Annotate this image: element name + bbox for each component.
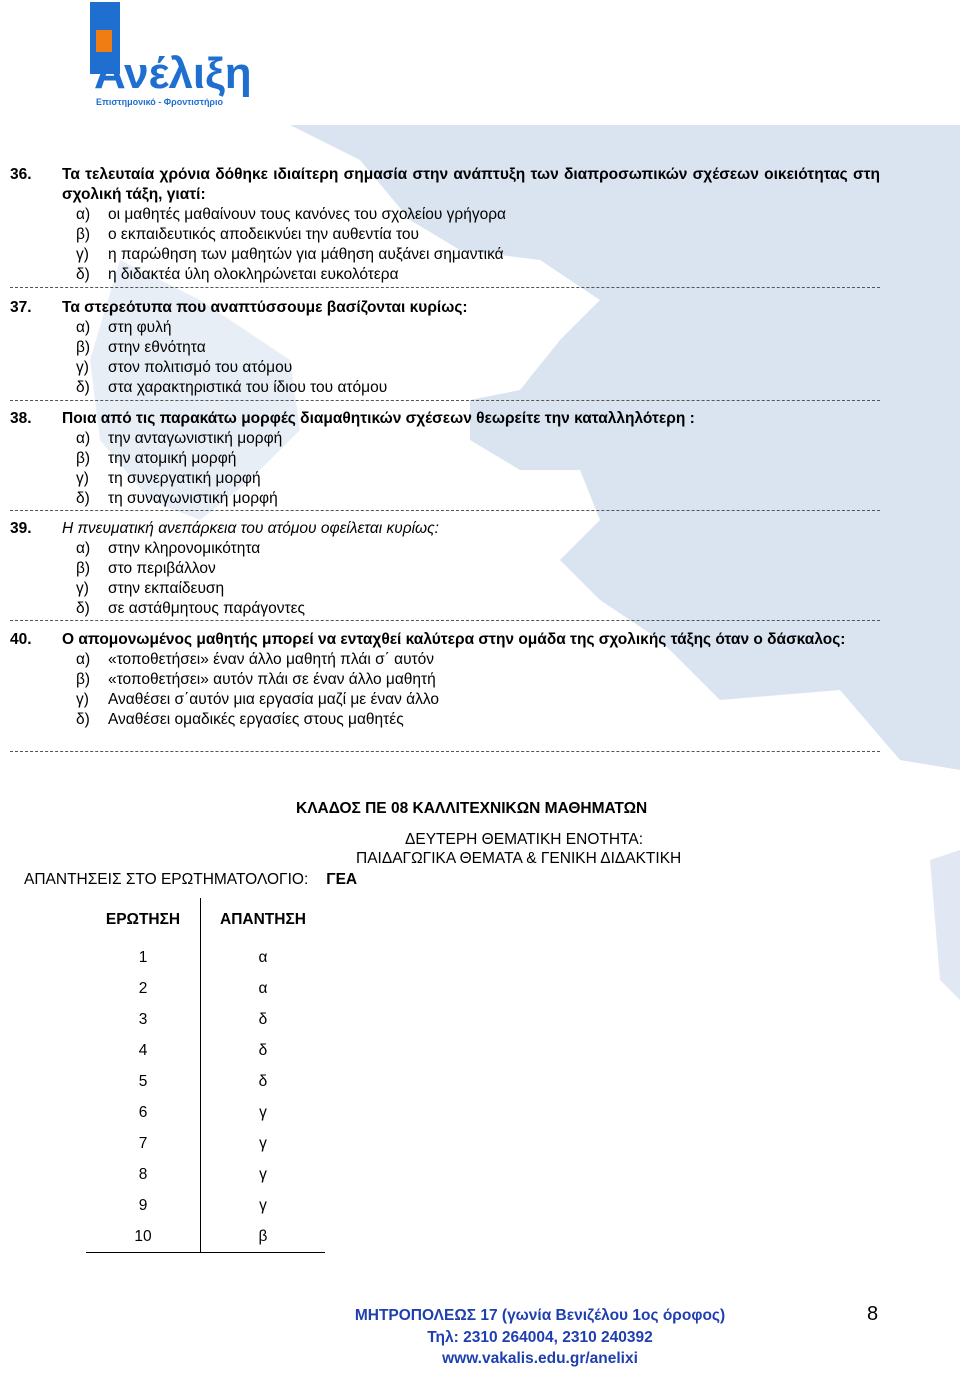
footer-address: ΜΗΤΡΟΠΟΛΕΩΣ 17 (γωνία Βενιζέλου 1ος όροφος) (354, 1307, 726, 1324)
answer-cell: α (258, 948, 268, 966)
answers-table (86, 898, 325, 1253)
option-letter: α) (76, 319, 91, 336)
option-letter: γ) (76, 580, 89, 597)
option-letter: δ) (76, 711, 90, 728)
option-letter: β) (76, 671, 91, 688)
option-letter: β) (76, 450, 91, 467)
table-row (86, 1066, 325, 1097)
answer-cell: β (201, 1221, 326, 1253)
logo-text: Ανέλιξη (94, 49, 252, 98)
question-number: 36. (10, 166, 32, 183)
answer-cell: δ (258, 1010, 268, 1028)
option-text: σε αστάθμητους παράγοντες (108, 600, 305, 617)
option-text: στον πολιτισμό του ατόμου (108, 359, 293, 376)
option-letter: α) (76, 651, 91, 668)
footer-phone: Τηλ: 2310 264004, 2310 240392 (427, 1329, 653, 1346)
option-letter: α) (76, 206, 91, 223)
question-cell: 1 (86, 942, 201, 973)
answer-cell: δ (258, 1072, 268, 1090)
question-cell: 9 (86, 1190, 201, 1221)
option-letter: γ) (76, 246, 89, 263)
option-letter: γ) (76, 470, 89, 487)
table-row (86, 973, 325, 1004)
answers-label (24, 871, 357, 889)
question-38 (10, 409, 880, 509)
option-text: την ανταγωνιστική μορφή (108, 430, 283, 447)
divider (10, 400, 880, 401)
answers-label-code: ΓΕΑ (326, 871, 358, 888)
divider (10, 620, 880, 621)
option-text: στη φυλή (108, 319, 172, 336)
answer-cell: γ (259, 1103, 267, 1121)
column-header-question: ΕΡΩΤΗΣΗ (86, 898, 201, 942)
section-heading-line2: ΠΑΙΔΑΓΩΓΙΚΑ ΘΕΜΑΤΑ & ΓΕΝΙΚΗ ΔΙΔΑΚΤΙΚΗ (356, 850, 682, 867)
question-40 (10, 630, 880, 730)
answer-cell: γ (259, 1196, 267, 1214)
question-37 (10, 298, 880, 398)
question-number: 37. (10, 299, 32, 316)
divider (10, 287, 880, 288)
table-row (86, 1004, 325, 1035)
table-row (86, 1190, 325, 1221)
logo-subtitle: Επιστημονικό - Φροντιστήριο (96, 97, 224, 107)
question-cell: 5 (86, 1066, 201, 1097)
option-letter: γ) (76, 691, 89, 708)
option-text: οι μαθητές μαθαίνουν τους κανόνες του σχολείου γρήγορα (108, 206, 506, 223)
page-number: 8 (867, 1303, 879, 1325)
question-number: 40. (10, 631, 32, 648)
option-text: Αναθέσει σ΄αυτόν μια εργασία μαζί με έναν άλλο (108, 691, 439, 708)
answer-cell: α (258, 979, 268, 997)
option-text: «τοποθετήσει» έναν άλλο μαθητή πλάι σ΄ αυτόν (108, 651, 435, 668)
option-text: στην κληρονομικότητα (108, 540, 261, 557)
option-letter: β) (76, 560, 91, 577)
table-row (86, 942, 325, 973)
question-39 (10, 519, 880, 619)
question-number: 38. (10, 410, 32, 427)
question-text: Η πνευματική ανεπάρκεια του ατόμου οφείλεται κυρίως: (62, 520, 439, 537)
question-cell: 7 (86, 1128, 201, 1159)
table-row (86, 1128, 325, 1159)
table-row (86, 1159, 325, 1190)
table-row (86, 1097, 325, 1128)
option-text: την ατομική μορφή (108, 450, 237, 467)
option-text: Αναθέσει ομαδικές εργασίες στους μαθητές (108, 711, 404, 728)
option-text: στο περιβάλλον (108, 560, 216, 577)
option-letter: δ) (76, 490, 90, 507)
option-text: η διδακτέα ύλη ολοκληρώνεται ευκολότερα (108, 266, 399, 283)
option-letter: δ) (76, 600, 90, 617)
option-letter: α) (76, 430, 91, 447)
option-text: «τοποθετήσει» αυτόν πλάι σε έναν άλλο μαθητή (108, 671, 436, 688)
question-cell: 6 (86, 1097, 201, 1128)
option-text: τη συναγωνιστική μορφή (108, 490, 278, 507)
answer-cell: δ (258, 1041, 268, 1059)
table-row (86, 1221, 325, 1253)
divider (10, 751, 880, 752)
question-text: Ο απομονωμένος μαθητής μπορεί να ενταχθεί καλύτερα στην ομάδα της σχολικής τάξης όταν ο δάσκαλος: (62, 631, 846, 648)
question-number: 39. (10, 520, 32, 537)
question-text: Τα στερεότυπα που αναπτύσσουμε βασίζονται κυρίως: (62, 299, 468, 316)
option-text: στην εθνότητα (108, 339, 206, 356)
option-letter: β) (76, 339, 91, 356)
answer-cell: γ (259, 1134, 267, 1152)
option-text: τη συνεργατική μορφή (108, 470, 261, 487)
option-letter: δ) (76, 266, 90, 283)
question-text: Ποια από τις παρακάτω μορφές διαμαθητικών σχέσεων θεωρείτε την καταλληλότερη : (62, 410, 695, 427)
question-cell: 2 (86, 973, 201, 1004)
question-cell: 10 (86, 1221, 201, 1253)
divider (10, 510, 880, 511)
answer-cell: γ (259, 1165, 267, 1183)
question-cell: 3 (86, 1004, 201, 1035)
option-text: στην εκπαίδευση (108, 580, 225, 597)
option-letter: β) (76, 226, 91, 243)
answers-title: ΚΛΑΔΟΣ ΠΕ 08 ΚΑΛΛΙΤΕΧΝΙΚΩΝ ΜΑΘΗΜΑΤΩΝ (296, 800, 648, 817)
option-text: στα χαρακτηριστικά του ίδιου του ατόμου (108, 379, 388, 396)
footer-website[interactable]: www.vakalis.edu.gr/anelixi (442, 1350, 638, 1367)
option-letter: δ) (76, 379, 90, 396)
anelixi-logo (88, 0, 264, 112)
question-text: Τα τελευταία χρόνια δόθηκε ιδιαίτερη σημασία στην ανάπτυξη των διαπροσωπικών σχέσεων οικειότητας στη σχολική τάξη, γιατί: (62, 166, 880, 203)
option-text: ο εκπαιδευτικός αποδεικνύει την αυθεντία του (108, 226, 420, 243)
option-text: η παρώθηση των μαθητών για μάθηση αυξάνει σημαντικά (108, 246, 504, 263)
question-36 (10, 165, 880, 285)
option-letter: γ) (76, 359, 89, 376)
question-cell: 8 (86, 1159, 201, 1190)
question-cell: 4 (86, 1035, 201, 1066)
answers-label-text: ΑΠΑΝΤΗΣΕΙΣ ΣΤΟ ΕΡΩΤΗΜΑΤΟΛΟΓΙΟ: (24, 871, 309, 888)
column-header-answer: ΑΠΑΝΤΗΣΗ (220, 911, 306, 928)
section-heading-line1: ΔΕΥΤΕΡΗ ΘΕΜΑΤΙΚΗ ΕΝΟΤΗΤΑ: (405, 831, 643, 848)
option-letter: α) (76, 540, 91, 557)
table-row (86, 1035, 325, 1066)
